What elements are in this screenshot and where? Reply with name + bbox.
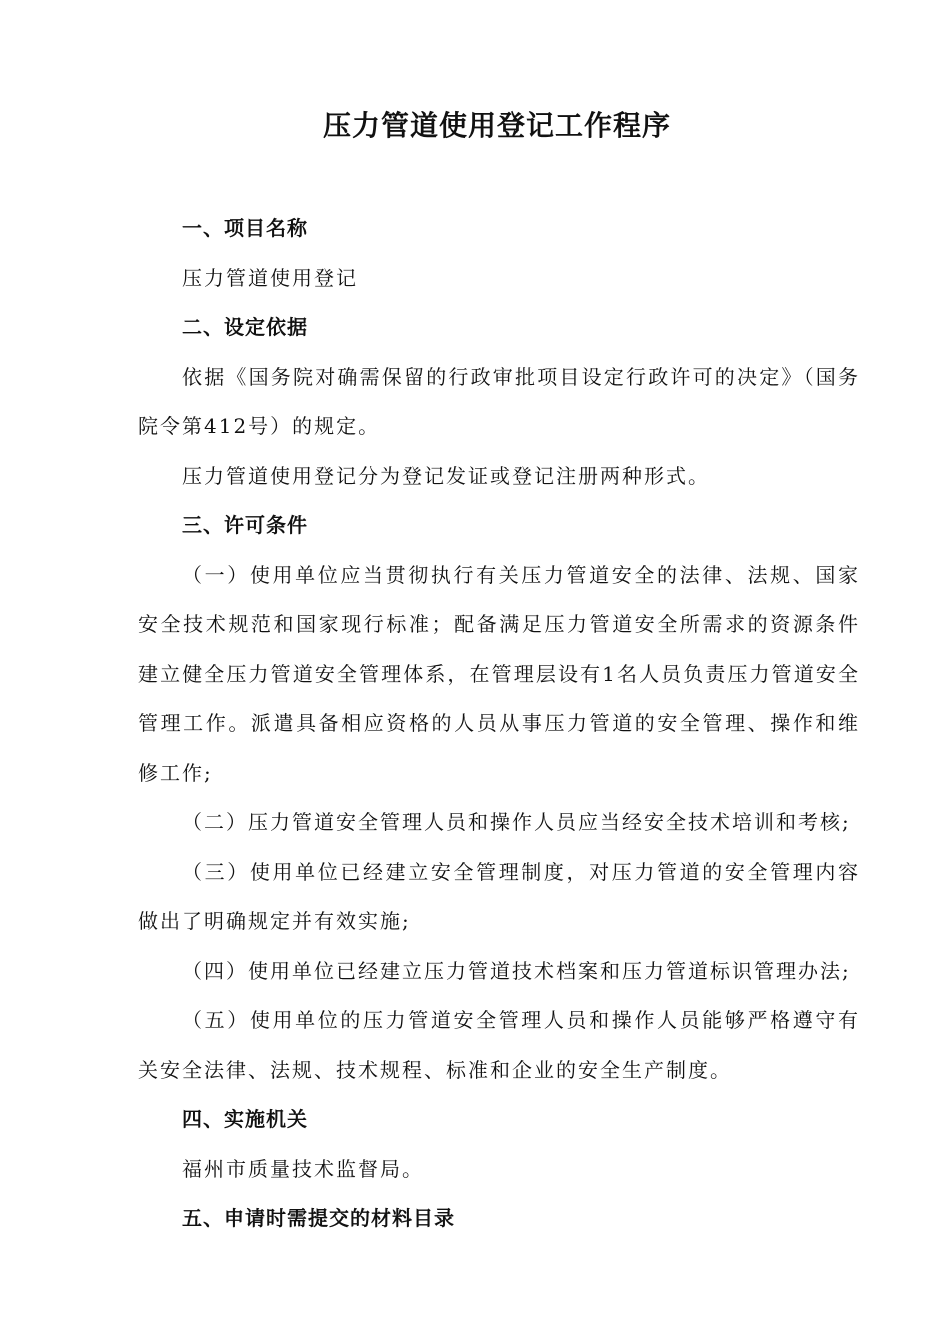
section-heading: 三、许可条件 — [182, 513, 308, 537]
body-paragraph: （二）压力管道安全管理人员和操作人员应当经安全技术培训和考核; — [182, 810, 851, 834]
body-paragraph: 福州市质量技术监督局。 — [182, 1156, 424, 1181]
document-body — [138, 204, 860, 1244]
body-paragraph: 压力管道使用登记 — [182, 265, 358, 290]
section-heading: 五、申请时需提交的材料目录 — [182, 1206, 455, 1230]
body-paragraph: （一）使用单位应当贯彻执行有关压力管道安全的法律、法规、国家安全技术规范和国家现行标准；配备满足压力管道安全所需求的资源条件建立健全压力管道安全管理体系，在管理层设有1名人员负责压力管道安全管理工作。派遣具备相应资格的人员从事压力管道的安全管理、操作和维修工作; — [138, 562, 860, 785]
section-heading: 一、项目名称 — [182, 216, 308, 240]
section-heading: 四、实施机关 — [182, 1107, 308, 1131]
document-title: 压力管道使用登记工作程序 — [322, 109, 671, 142]
section-heading: 二、设定依据 — [182, 315, 308, 339]
body-paragraph: （三）使用单位已经建立安全管理制度，对压力管道的安全管理内容做出了明确规定并有效实施; — [138, 859, 860, 933]
body-paragraph: 依据《国务院对确需保留的行政审批项目设定行政许可的决定》（国务院令第412号）的规定。 — [138, 364, 860, 438]
body-paragraph: （四）使用单位已经建立压力管道技术档案和压力管道标识管理办法; — [182, 958, 851, 983]
body-paragraph: 压力管道使用登记分为登记发证或登记注册两种形式。 — [182, 463, 710, 488]
body-paragraph: （五）使用单位的压力管道安全管理人员和操作人员能够严格遵守有关安全法律、法规、技术规程、标准和企业的安全生产制度。 — [138, 1008, 860, 1082]
